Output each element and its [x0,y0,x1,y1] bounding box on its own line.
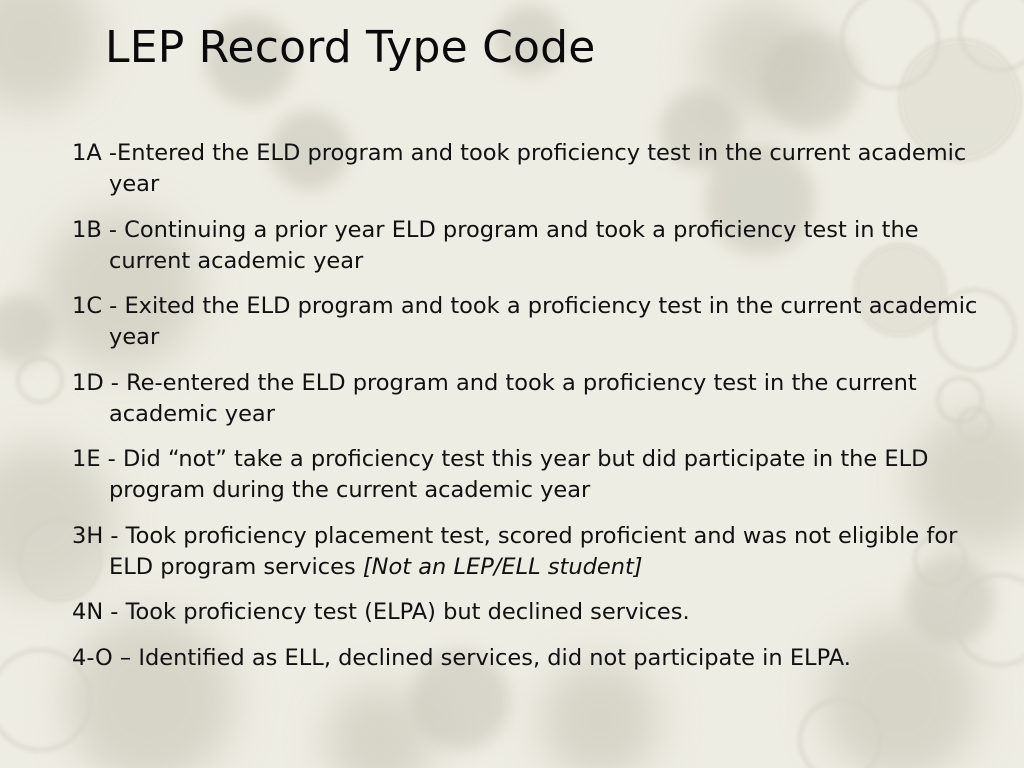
list-item-text: 1E - Did “not” take a proficiency test this year but did participate in the ELD program during the current academic year [72,446,929,503]
slide-title: LEP Record Type Code [105,22,596,73]
list-item [72,368,997,430]
list-item [72,291,997,353]
list-item [72,138,997,200]
list-item-text: 1B - Continuing a prior year ELD program and took a proficiency test in the current academic year [72,216,919,274]
list-item [72,521,997,583]
list-item-note: [Not an LEP/ELL student] [362,553,643,580]
record-type-code-list [72,138,997,688]
list-item-text: 4N - Took proficiency test (ELPA) but declined services. [72,599,690,625]
list-item-text: 1C - Exited the ELD program and took a proficiency test in the current academic year [72,293,978,350]
list-item-text: 3H - Took proficiency placement test, scored proficient and was not eligible for ELD program services [72,522,958,580]
list-item [72,444,997,506]
list-item-text: 4-O – Identified as ELL, declined services, did not participate in ELPA. [72,644,851,671]
list-item-text: 1A -Entered the ELD program and took proficiency test in the current academic year [72,140,967,197]
list-item-text: 1D - Re-entered the ELD program and took a proficiency test in the current academic year [72,369,917,427]
list-item [72,597,997,628]
list-item [72,215,997,277]
list-item [72,643,997,674]
